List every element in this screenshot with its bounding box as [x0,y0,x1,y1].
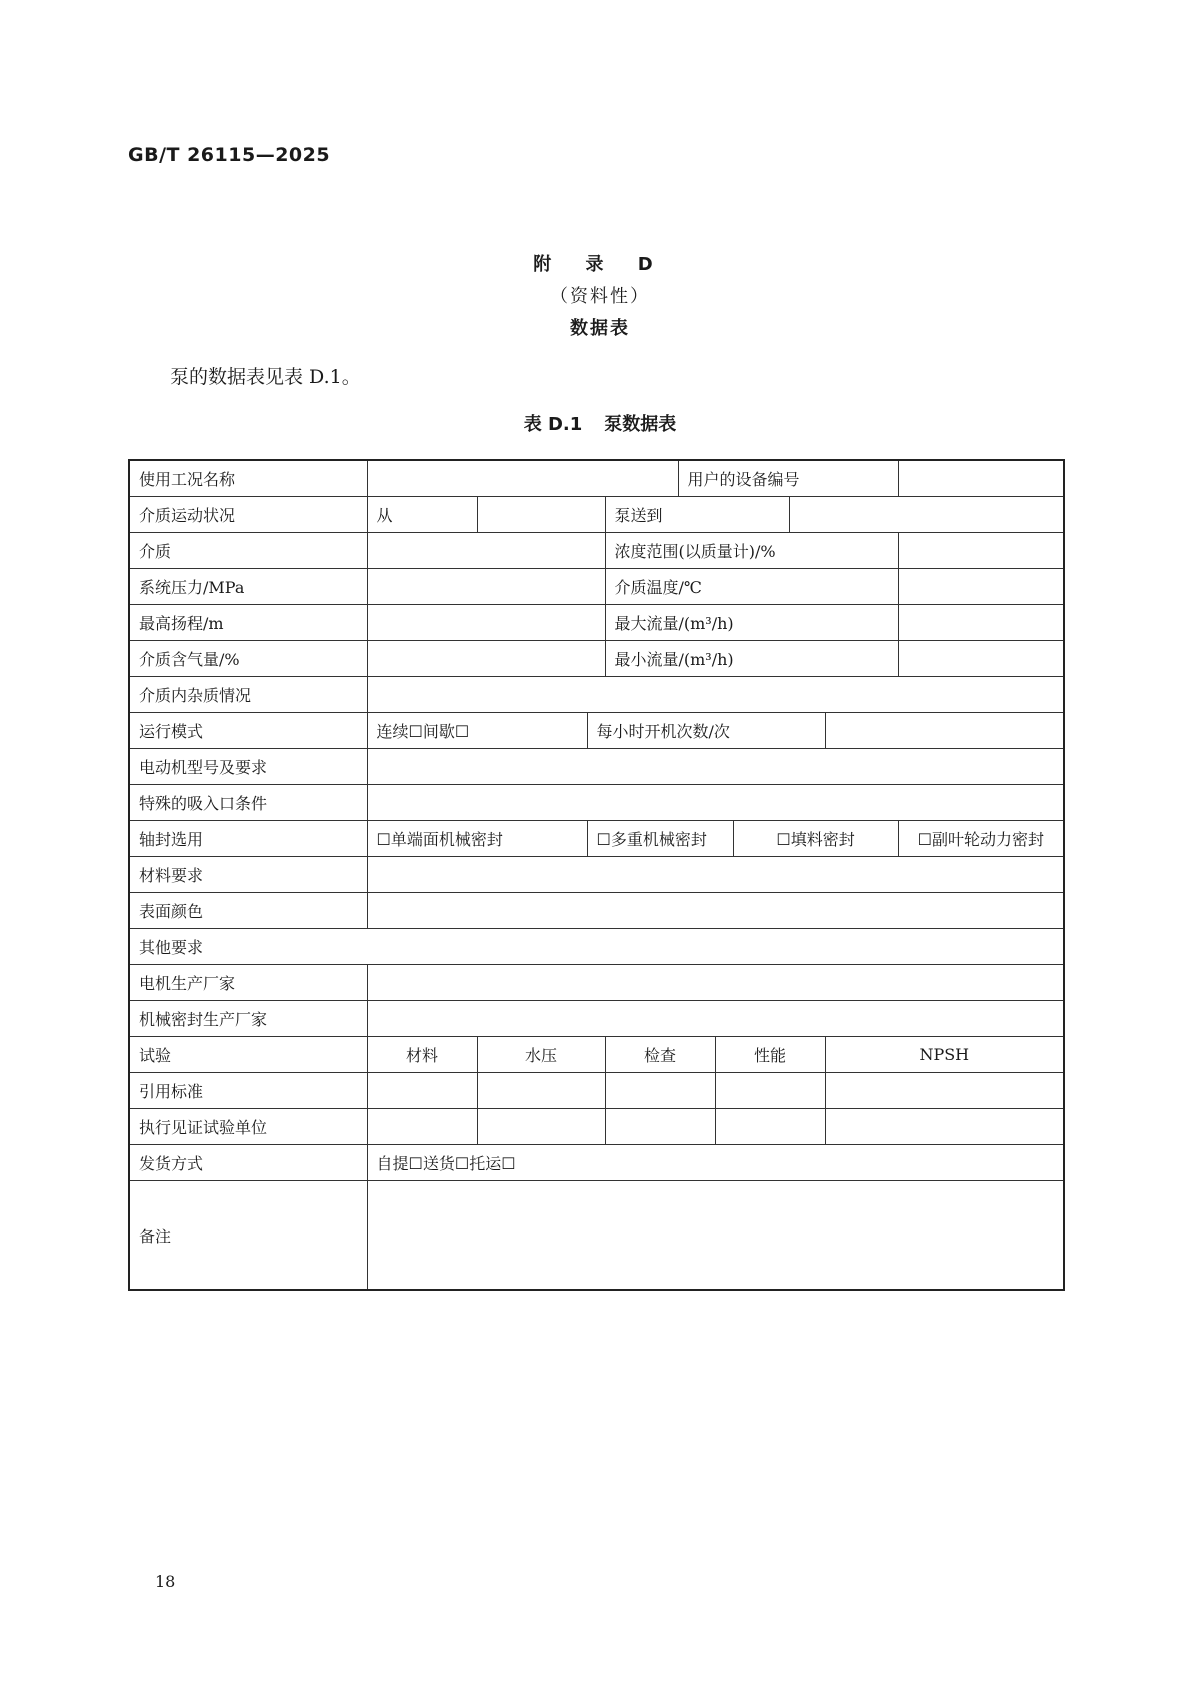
delivery-options[interactable]: 自提☐送货☐托运☐ [367,1145,1064,1181]
table-row [129,1037,1064,1073]
test-column-material: 材料 [367,1037,477,1073]
value-cell[interactable] [367,749,1064,785]
row-label: 特殊的吸入口条件 [129,785,367,821]
intro-paragraph: 泵的数据表见表 D.1。 [170,366,361,388]
table-number: 表 D.1 [523,414,583,435]
value-cell[interactable] [825,713,1064,749]
table-row [129,641,1064,677]
field-label: 泵送到 [605,497,789,533]
value-cell[interactable] [367,1109,477,1145]
value-cell[interactable] [898,641,1064,677]
value-cell[interactable] [477,1109,605,1145]
row-label: 电动机型号及要求 [129,749,367,785]
value-cell[interactable] [367,533,605,569]
table-row [129,893,1064,929]
value-cell[interactable] [715,1109,825,1145]
row-label: 执行见证试验单位 [129,1109,367,1145]
test-column-npsh: NPSH [825,1037,1064,1073]
appendix-title: 附 录 D [533,254,667,275]
pump-data-table [128,459,1065,1291]
value-cell[interactable] [477,1073,605,1109]
value-cell[interactable] [898,460,1064,497]
value-cell[interactable] [367,1001,1064,1037]
value-cell[interactable] [367,965,1064,1001]
field-label: 最大流量/(m³/h) [605,605,898,641]
row-label: 试验 [129,1037,367,1073]
row-label: 表面颜色 [129,893,367,929]
appendix-subject: 数据表 [570,318,630,339]
row-label: 轴封选用 [129,821,367,857]
value-cell[interactable] [825,1109,1064,1145]
seal-option-expeller[interactable]: ☐副叶轮动力密封 [898,821,1064,857]
value-cell[interactable] [898,605,1064,641]
test-column-inspection: 检查 [605,1037,715,1073]
field-label: 介质温度/℃ [605,569,898,605]
value-cell[interactable] [605,1109,715,1145]
value-cell[interactable] [367,1073,477,1109]
value-cell[interactable] [367,569,605,605]
field-label: 从 [367,497,477,533]
seal-option-packing[interactable]: ☐填料密封 [733,821,898,857]
row-label: 材料要求 [129,857,367,893]
table-row [129,857,1064,893]
table-row [129,1145,1064,1181]
value-cell[interactable] [898,569,1064,605]
test-column-hydro: 水压 [477,1037,605,1073]
value-cell[interactable] [605,1073,715,1109]
seal-option-single[interactable]: ☐单端面机械密封 [367,821,587,857]
table-row [129,605,1064,641]
value-cell[interactable] [898,533,1064,569]
value-cell[interactable] [367,677,1064,713]
value-cell[interactable] [825,1073,1064,1109]
value-cell[interactable] [715,1073,825,1109]
value-cell[interactable] [789,497,1064,533]
row-label: 引用标准 [129,1073,367,1109]
row-label: 其他要求 [129,929,1064,965]
table-row [129,1073,1064,1109]
row-label: 系统压力/MPa [129,569,367,605]
row-label: 最高扬程/m [129,605,367,641]
row-label: 介质内杂质情况 [129,677,367,713]
row-label: 电机生产厂家 [129,965,367,1001]
value-cell[interactable] [367,641,605,677]
table-row [129,821,1064,857]
table-row [129,460,1064,497]
value-cell[interactable] [477,497,605,533]
seal-option-multiple[interactable]: ☐多重机械密封 [587,821,733,857]
row-label: 介质含气量/% [129,641,367,677]
table-row [129,497,1064,533]
table-row [129,713,1064,749]
row-label: 运行模式 [129,713,367,749]
standard-code: GB/T 26115—2025 [128,144,331,166]
table-row [129,929,1064,965]
table-row [129,1109,1064,1145]
row-label: 介质 [129,533,367,569]
value-cell[interactable] [367,893,1064,929]
table-row [129,677,1064,713]
value-cell[interactable] [367,460,678,497]
table-row [129,749,1064,785]
field-label: 每小时开机次数/次 [587,713,825,749]
table-row [129,1001,1064,1037]
page-number: 18 [155,1572,176,1591]
table-row [129,965,1064,1001]
table-caption [0,410,1200,436]
row-label: 备注 [129,1181,367,1291]
value-cell[interactable] [367,785,1064,821]
field-label: 用户的设备编号 [678,460,898,497]
table-row [129,533,1064,569]
row-label: 发货方式 [129,1145,367,1181]
test-column-performance: 性能 [715,1037,825,1073]
table-name: 泵数据表 [604,414,677,435]
mode-options[interactable]: 连续☐间歇☐ [367,713,587,749]
remarks-cell[interactable] [367,1181,1064,1291]
table-row [129,1181,1064,1291]
value-cell[interactable] [367,605,605,641]
appendix-nature: （资料性） [550,286,650,307]
table-row [129,569,1064,605]
value-cell[interactable] [367,857,1064,893]
row-label: 使用工况名称 [129,460,367,497]
field-label: 浓度范围(以质量计)/% [605,533,898,569]
field-label: 最小流量/(m³/h) [605,641,898,677]
row-label: 机械密封生产厂家 [129,1001,367,1037]
row-label: 介质运动状况 [129,497,367,533]
table-row [129,785,1064,821]
